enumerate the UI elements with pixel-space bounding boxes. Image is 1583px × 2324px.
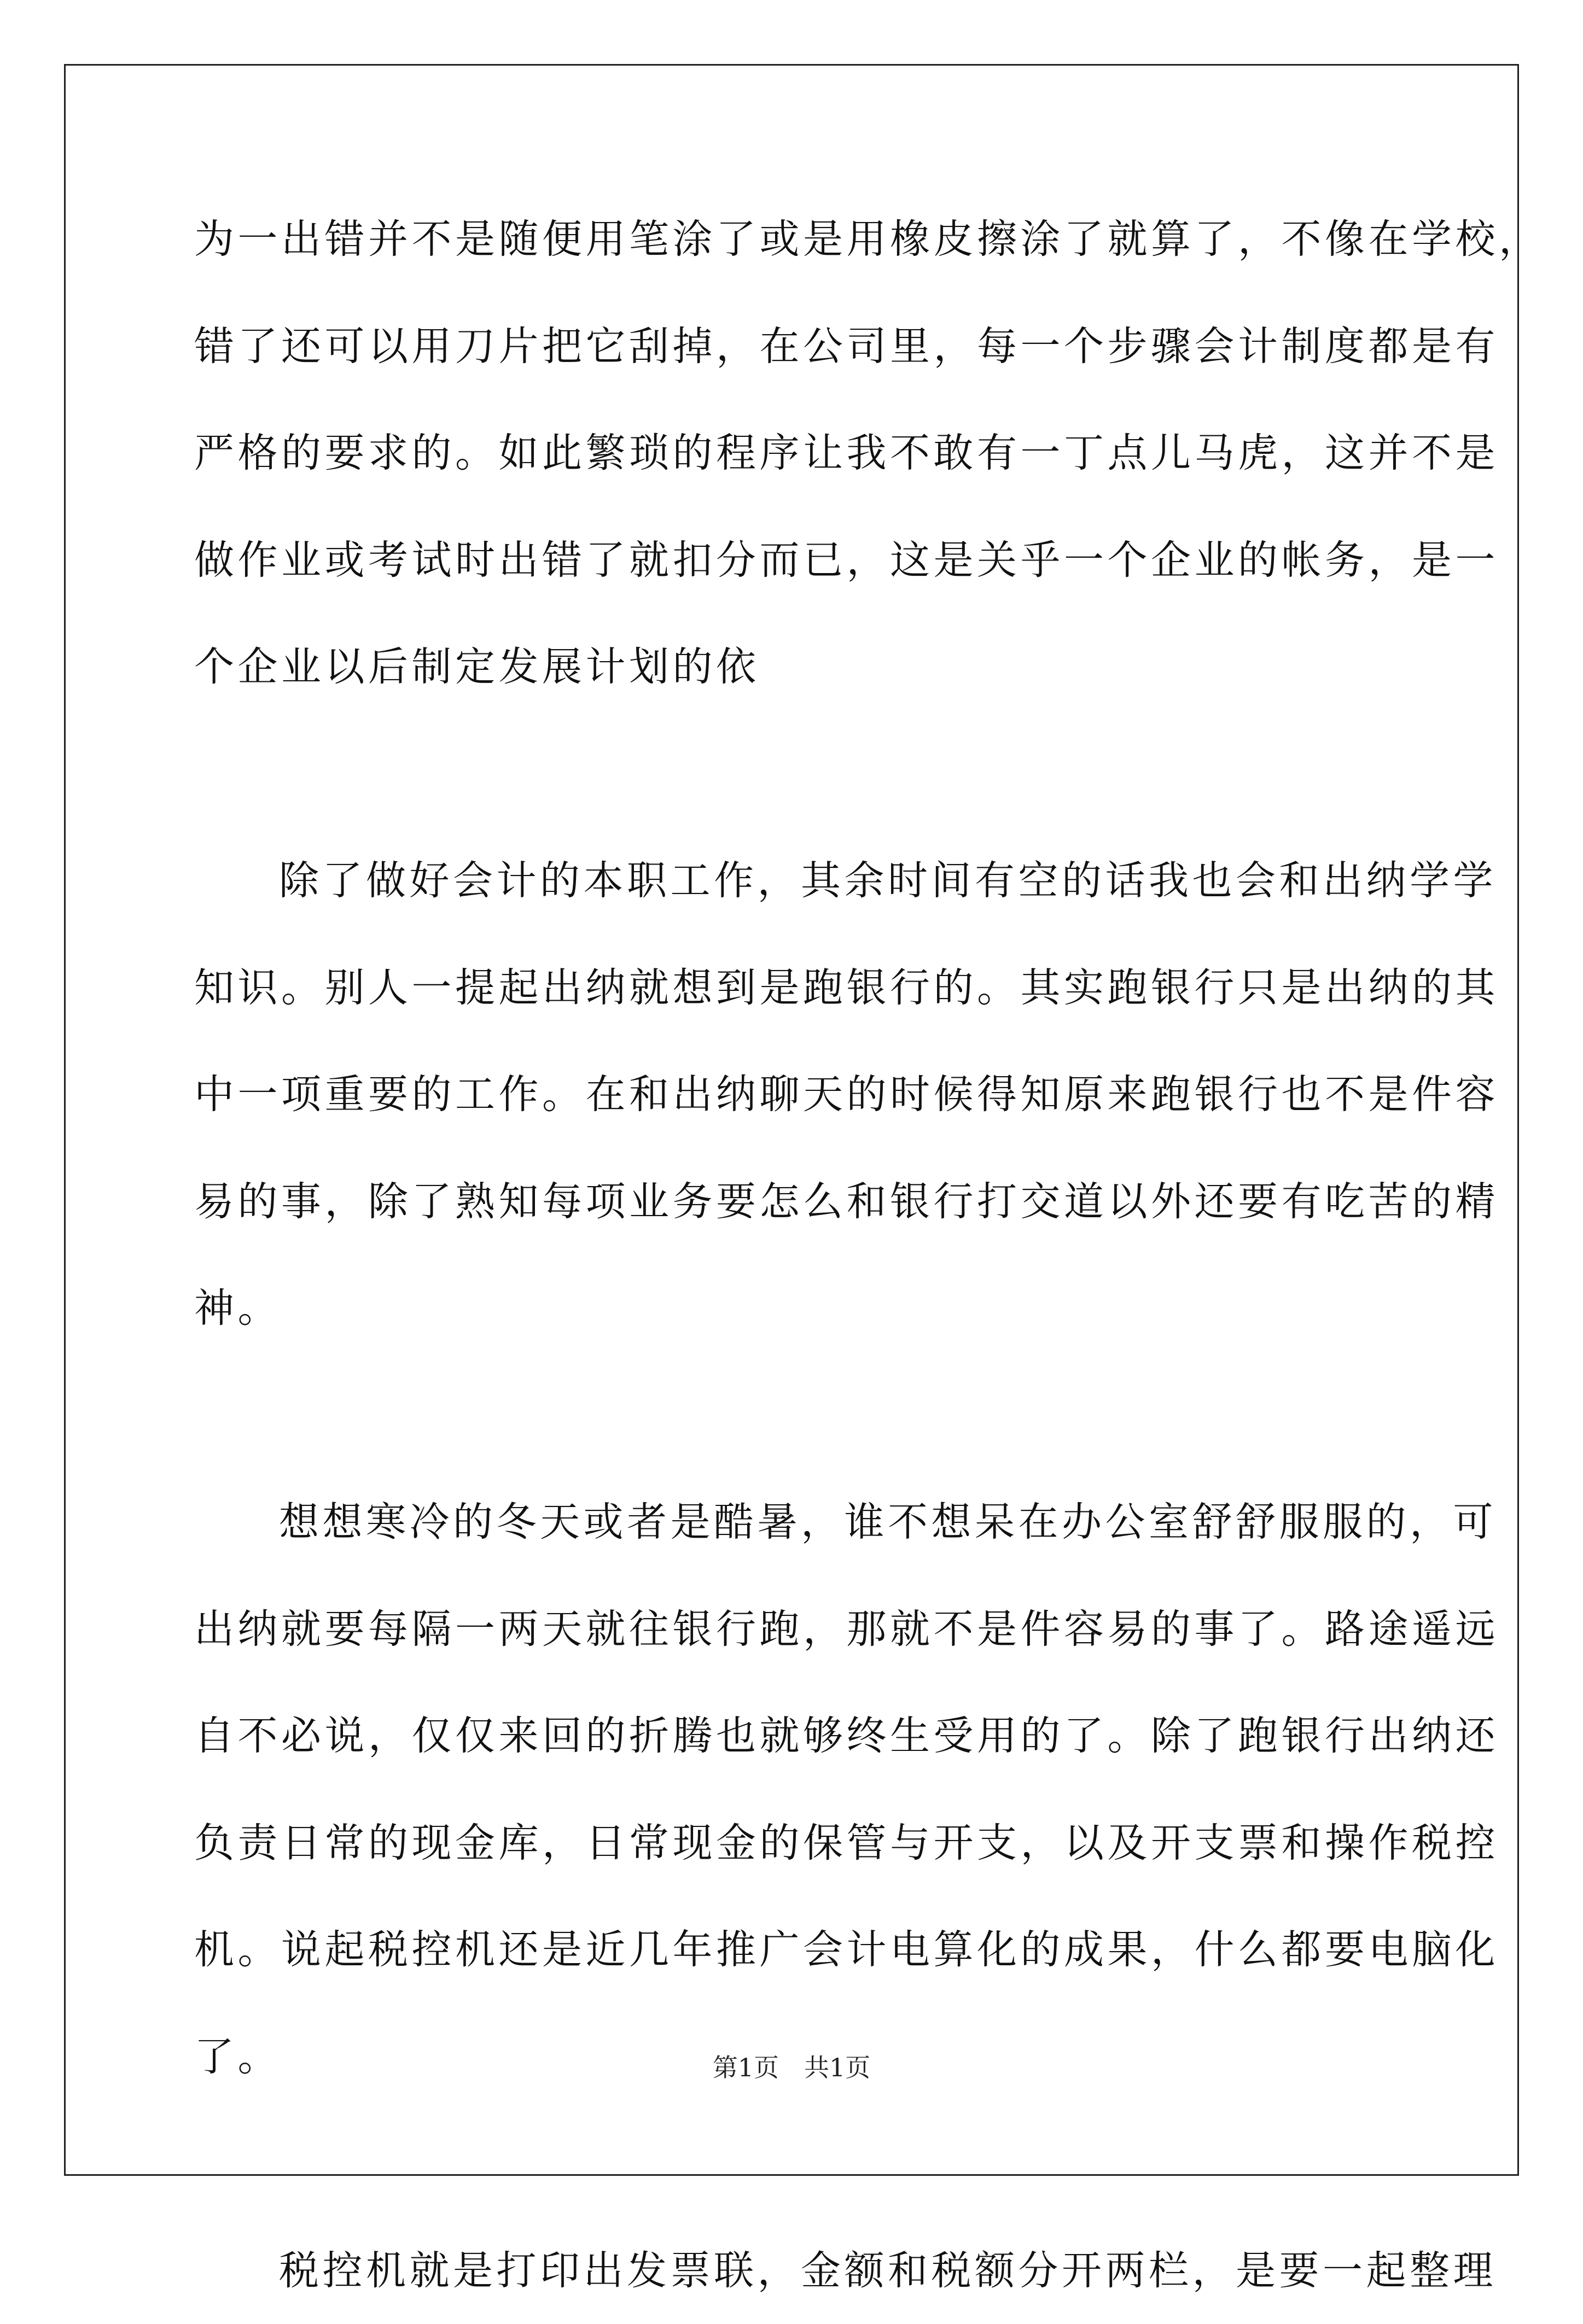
paragraph-2-line-1: 除了做好会计的本职工作，其余时间有空的话我也会和出纳学学 <box>194 827 1392 935</box>
paragraph-3-line-4: 负责日常的现金库，日常现金的保管与开支，以及开支票和操作税控 <box>194 1790 1392 1897</box>
paragraph-3-line-6: 了。 <box>194 2004 1392 2111</box>
paragraph-1-line-3: 严格的要求的。如此繁琐的程序让我不敢有一丁点儿马虎，这并不是 <box>194 400 1392 507</box>
paragraph-2-line-5: 神。 <box>194 1255 1392 1362</box>
paragraph-2-line-4: 易的事，除了熟知每项业务要怎么和银行打交道以外还要有吃苦的精 <box>194 1148 1392 1256</box>
paragraph-1-line-1: 为一出错并不是随便用笔涂了或是用橡皮擦涂了就算了，不像在学校， <box>194 186 1392 293</box>
paragraph-1-line-2: 错了还可以用刀片把它刮掉，在公司里，每一个步骤会计制度都是有 <box>194 293 1392 400</box>
paragraph-3-line-1: 想想寒冷的冬天或者是酷暑，谁不想呆在办公室舒舒服服的，可 <box>194 1469 1392 1576</box>
paragraph-1-line-4: 做作业或考试时出错了就扣分而已，这是关乎一个企业的帐务，是一 <box>194 507 1392 614</box>
paragraph-4-line-1: 税控机就是打印出发票联，金额和税额分开两栏，是要一起整理 <box>194 2217 1392 2324</box>
paragraph-gap <box>194 721 1392 828</box>
paragraph-3-line-3: 自不必说，仅仅来回的折腾也就够终生受用的了。除了跑银行出纳还 <box>194 1683 1392 1790</box>
paragraph-gap <box>194 2110 1392 2217</box>
paragraph-gap <box>194 1362 1392 1469</box>
paragraph-3-line-5: 机。说起税控机还是近几年推广会计电算化的成果，什么都要电脑化 <box>194 1896 1392 2004</box>
page-number-footer: 第1页 共1页 <box>0 2048 1583 2084</box>
paragraph-1-line-5: 个企业以后制定发展计划的依 <box>194 614 1392 721</box>
paragraph-2-line-3: 中一项重要的工作。在和出纳聊天的时候得知原来跑银行也不是件容 <box>194 1041 1392 1148</box>
document-body <box>194 186 1392 2324</box>
paragraph-3-line-2: 出纳就要每隔一两天就往银行跑，那就不是件容易的事了。路途遥远 <box>194 1576 1392 1683</box>
paragraph-2-line-2: 知识。别人一提起出纳就想到是跑银行的。其实跑银行只是出纳的其 <box>194 935 1392 1042</box>
